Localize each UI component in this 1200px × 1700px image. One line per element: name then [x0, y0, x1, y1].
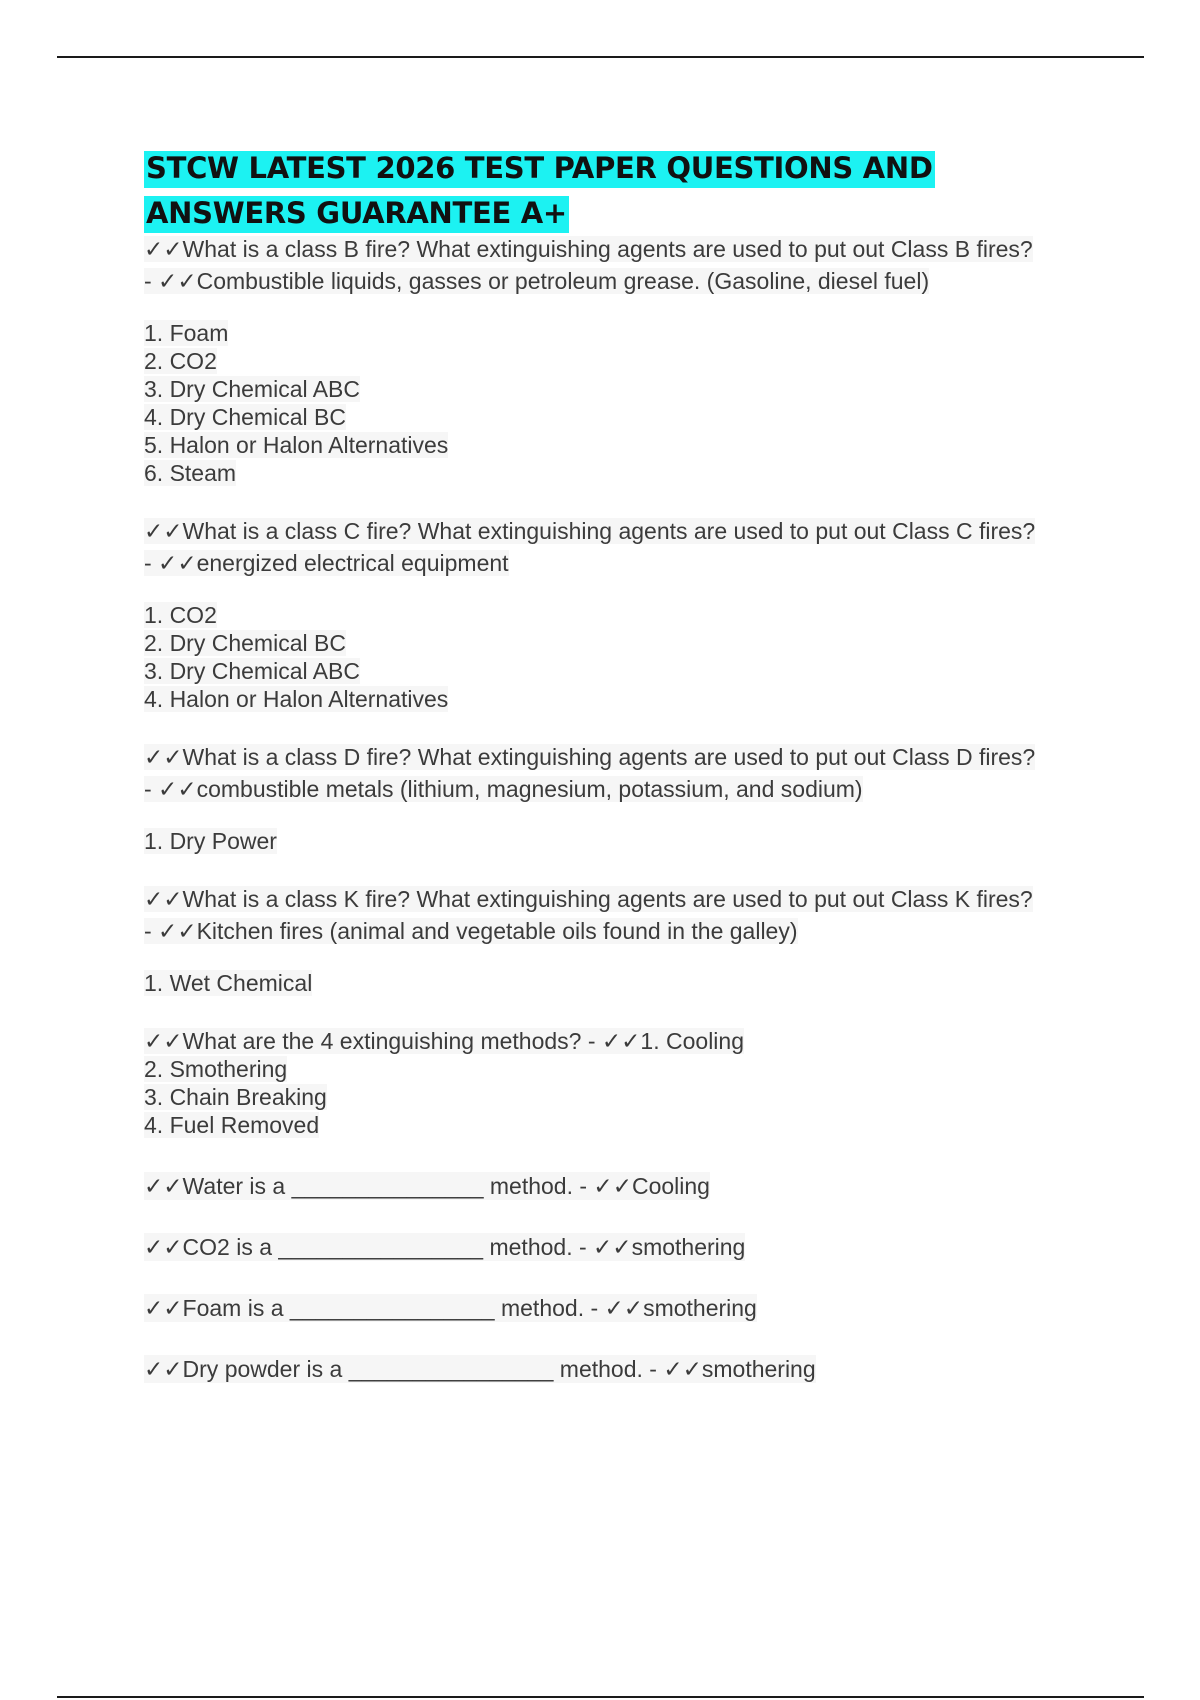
title-line-1: STCW LATEST 2026 TEST PAPER QUESTIONS AND	[144, 151, 935, 188]
fill-in-foam	[144, 1294, 1144, 1322]
fill-in-dry-powder	[144, 1355, 1144, 1383]
document-body	[144, 235, 1144, 1383]
question-text: ✓✓What is a class C fire? What extinguishing agents are used to put out Class C fires?	[144, 518, 1036, 544]
fill-blank: ________________	[289, 1295, 495, 1321]
agent-list	[144, 827, 1144, 855]
answer-text: - ✓✓energized electrical equipment	[144, 550, 509, 576]
fill-suffix: method. - ✓✓smothering	[559, 1356, 816, 1382]
qa-block-class-b	[144, 235, 1144, 487]
list-item: 4. Fuel Removed	[144, 1112, 320, 1138]
qa-block-class-k	[144, 885, 1144, 997]
agent-list	[144, 601, 1144, 713]
question-text: ✓✓What are the 4 extinguishing methods? - ✓✓1. Cooling	[144, 1028, 744, 1054]
answer-text: - ✓✓Combustible liquids, gasses or petroleum grease. (Gasoline, diesel fuel)	[144, 268, 930, 294]
list-item: 1. Foam	[144, 320, 229, 346]
title-line-2: ANSWERS GUARANTEE A+	[144, 196, 569, 233]
list-item: 6. Steam	[144, 460, 237, 486]
qa-block-methods	[144, 1027, 1144, 1139]
list-item: 1. Dry Power	[144, 828, 277, 854]
list-item: 2. CO2	[144, 348, 217, 374]
agent-list	[144, 319, 1144, 487]
fill-suffix: method. - ✓✓Cooling	[489, 1173, 710, 1199]
qa-block-class-c	[144, 517, 1144, 713]
bottom-rule	[57, 1696, 1144, 1698]
list-item: 5. Halon or Halon Alternatives	[144, 432, 449, 458]
answer-text: - ✓✓combustible metals (lithium, magnesium, potassium, and sodium)	[144, 776, 863, 802]
fill-prefix: ✓✓CO2 is a	[144, 1234, 273, 1260]
list-item: 3. Dry Chemical ABC	[144, 658, 361, 684]
qa-block-class-d	[144, 743, 1144, 855]
fill-blank: _______________	[291, 1173, 484, 1199]
list-item: 3. Dry Chemical ABC	[144, 376, 361, 402]
list-item: 2. Smothering	[144, 1056, 288, 1082]
fill-prefix: ✓✓Dry powder is a	[144, 1356, 343, 1382]
top-rule	[57, 56, 1144, 58]
list-item: 2. Dry Chemical BC	[144, 630, 346, 656]
fill-in-water	[144, 1172, 1144, 1200]
fill-suffix: method. - ✓✓smothering	[489, 1234, 746, 1260]
list-item: 3. Chain Breaking	[144, 1084, 327, 1110]
list-item: 4. Halon or Halon Alternatives	[144, 686, 449, 712]
list-item: 4. Dry Chemical BC	[144, 404, 346, 430]
answer-text: - ✓✓Kitchen fires (animal and vegetable oils found in the galley)	[144, 918, 798, 944]
fill-prefix: ✓✓Water is a	[144, 1173, 286, 1199]
fill-suffix: method. - ✓✓smothering	[500, 1295, 757, 1321]
list-item: 1. CO2	[144, 602, 217, 628]
fill-blank: ________________	[278, 1234, 484, 1260]
question-text: ✓✓What is a class K fire? What extinguishing agents are used to put out Class K fires?	[144, 886, 1033, 912]
document-title	[144, 146, 1144, 236]
list-item: 1. Wet Chemical	[144, 970, 313, 996]
methods-list	[144, 1055, 1144, 1139]
agent-list	[144, 969, 1144, 997]
question-text: ✓✓What is a class D fire? What extinguishing agents are used to put out Class D fires?	[144, 744, 1036, 770]
fill-blank: ________________	[348, 1356, 554, 1382]
fill-prefix: ✓✓Foam is a	[144, 1295, 284, 1321]
fill-in-co2	[144, 1233, 1144, 1261]
question-text: ✓✓What is a class B fire? What extinguishing agents are used to put out Class B fires?	[144, 236, 1033, 262]
